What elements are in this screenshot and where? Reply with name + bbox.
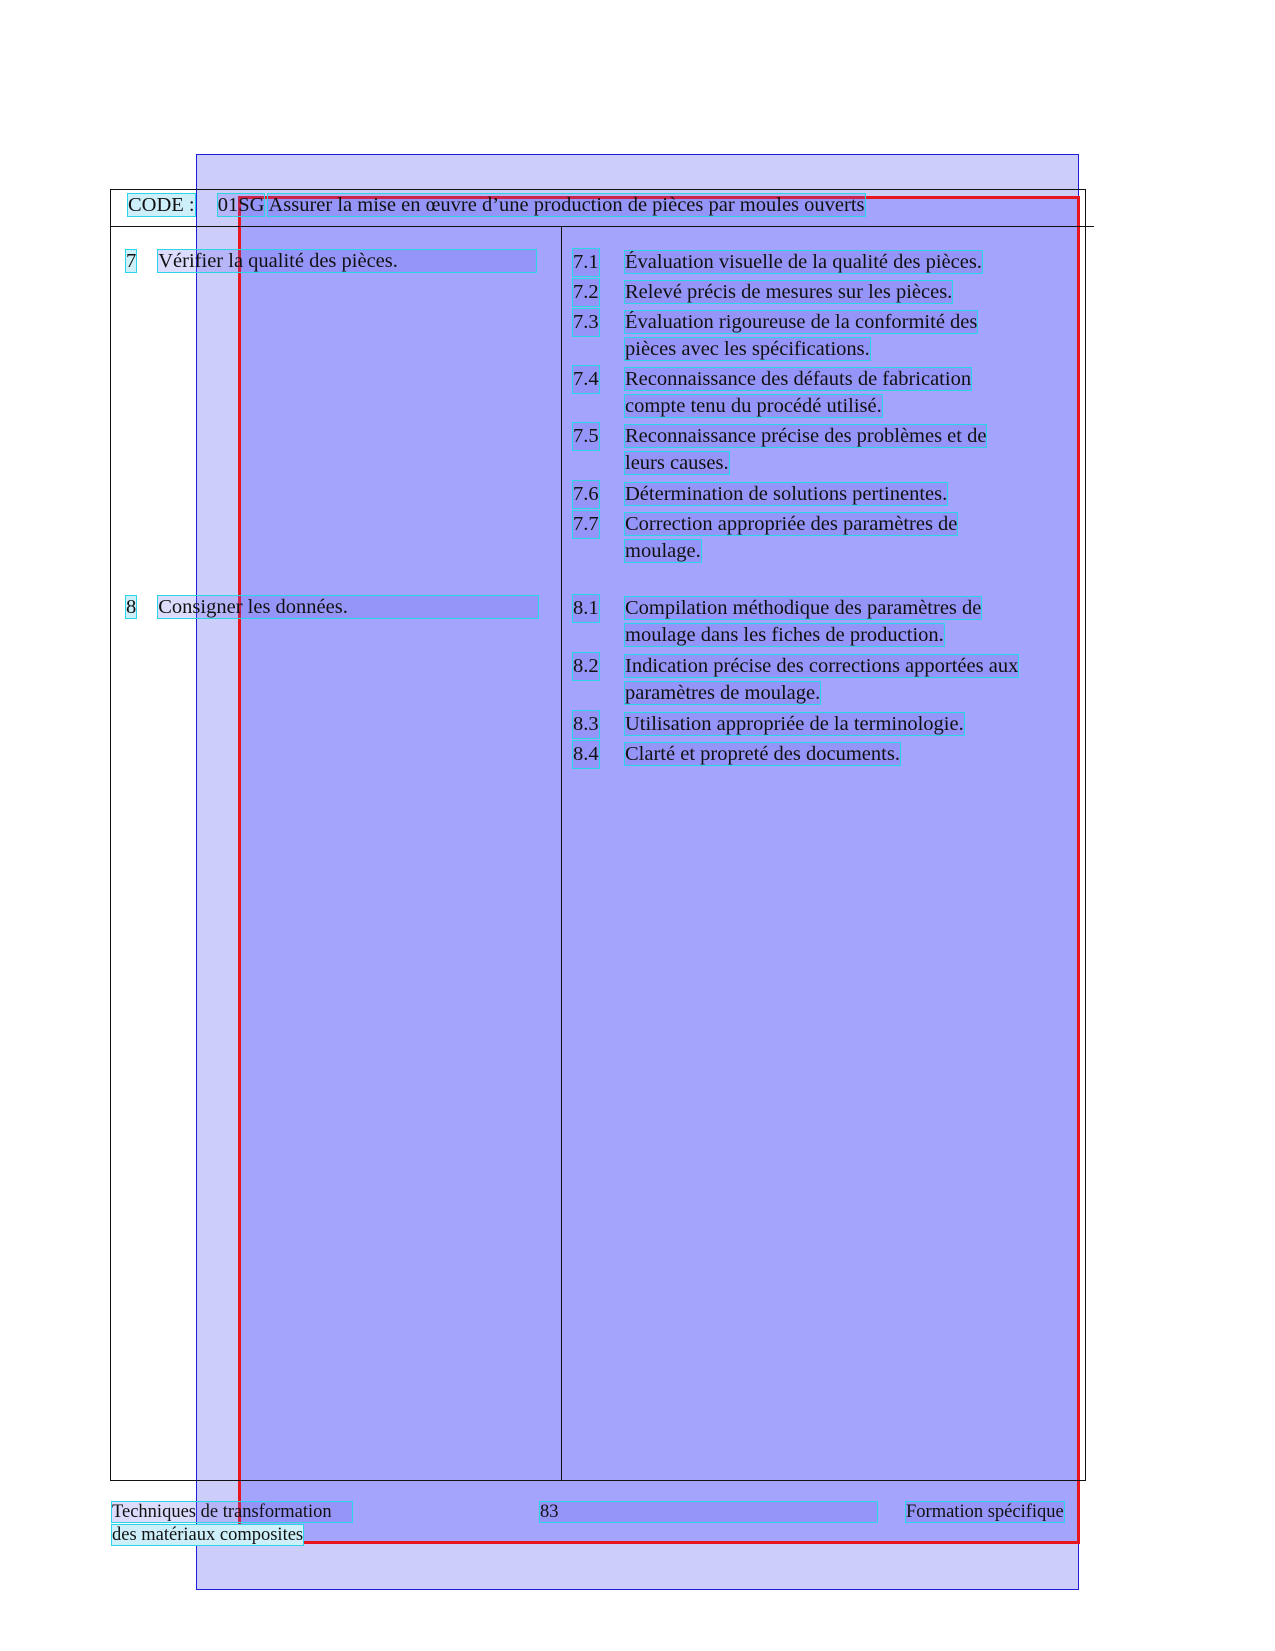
criterion-text-line-1: Reconnaissance précise des problèmes et de xyxy=(625,425,987,447)
page-header xyxy=(128,192,865,218)
criterion-text-line-2: leurs causes. xyxy=(625,451,729,474)
criterion-text-line-2: paramètres de moulage. xyxy=(625,681,821,704)
footer-page-number xyxy=(540,1501,877,1524)
element-7 xyxy=(126,248,536,274)
criterion-number: 7.6 xyxy=(573,481,599,508)
element-label: Vérifier la qualité des pièces. xyxy=(158,250,536,272)
criterion-text: Évaluation visuelle de la qualité des pièces. xyxy=(625,251,982,273)
criterion-text-line-2: compte tenu du procédé utilisé. xyxy=(625,394,882,417)
criterion-text-line-1: Correction appropriée des paramètres de xyxy=(625,513,958,535)
footer-right xyxy=(906,1501,1064,1524)
element-8 xyxy=(126,594,538,620)
criterion-number: 7.1 xyxy=(573,249,599,276)
code-value: 01SG xyxy=(217,194,265,216)
criterion-number: 8.3 xyxy=(573,711,599,738)
criterion-number: 7.3 xyxy=(573,309,599,336)
footer-program-line-1: Techniques de transformation xyxy=(112,1502,352,1522)
criterion-text-line-2: pièces avec les spécifications. xyxy=(625,337,870,360)
criterion-number: 7.4 xyxy=(573,366,599,393)
criterion-text-line-1: Reconnaissance des défauts de fabrication xyxy=(625,368,972,390)
criterion-text-line-1: Indication précise des corrections apportées aux xyxy=(625,655,1019,677)
criterion-number: 7.7 xyxy=(573,511,599,538)
column-divider xyxy=(561,227,562,1481)
criterion-number: 7.2 xyxy=(573,279,599,306)
criterion-text-line-1: Évaluation rigoureuse de la conformité des xyxy=(625,311,978,333)
element-number: 7 xyxy=(126,250,137,272)
element-label: Consigner les données. xyxy=(158,596,538,618)
competency-title: Assurer la mise en œuvre d’une production de pièces par moules ouverts xyxy=(268,194,865,216)
footer-program-line-2: des matériaux composites xyxy=(112,1525,304,1545)
header-separator xyxy=(110,226,1094,227)
criterion-text: Utilisation appropriée de la terminologie. xyxy=(625,713,964,735)
criterion-text-line-2: moulage dans les fiches de production. xyxy=(625,623,944,646)
criterion-number: 8.2 xyxy=(573,653,599,680)
footer-section-label: Formation spécifique xyxy=(906,1502,1064,1522)
criterion-number: 8.1 xyxy=(573,595,599,622)
criterion-number: 8.4 xyxy=(573,741,599,768)
criterion-number: 7.5 xyxy=(573,423,599,450)
criterion-text: Détermination de solutions pertinentes. xyxy=(625,483,948,505)
code-label: CODE : xyxy=(128,194,195,216)
criterion-text-line-2: moulage. xyxy=(625,539,701,562)
criterion-text: Relevé précis de mesures sur les pièces. xyxy=(625,281,953,303)
element-number: 8 xyxy=(126,596,137,618)
page-number: 83 xyxy=(540,1502,877,1522)
criterion-text-line-1: Compilation méthodique des paramètres de xyxy=(625,597,982,619)
criterion-text: Clarté et propreté des documents. xyxy=(625,743,900,765)
footer-left xyxy=(112,1501,352,1547)
